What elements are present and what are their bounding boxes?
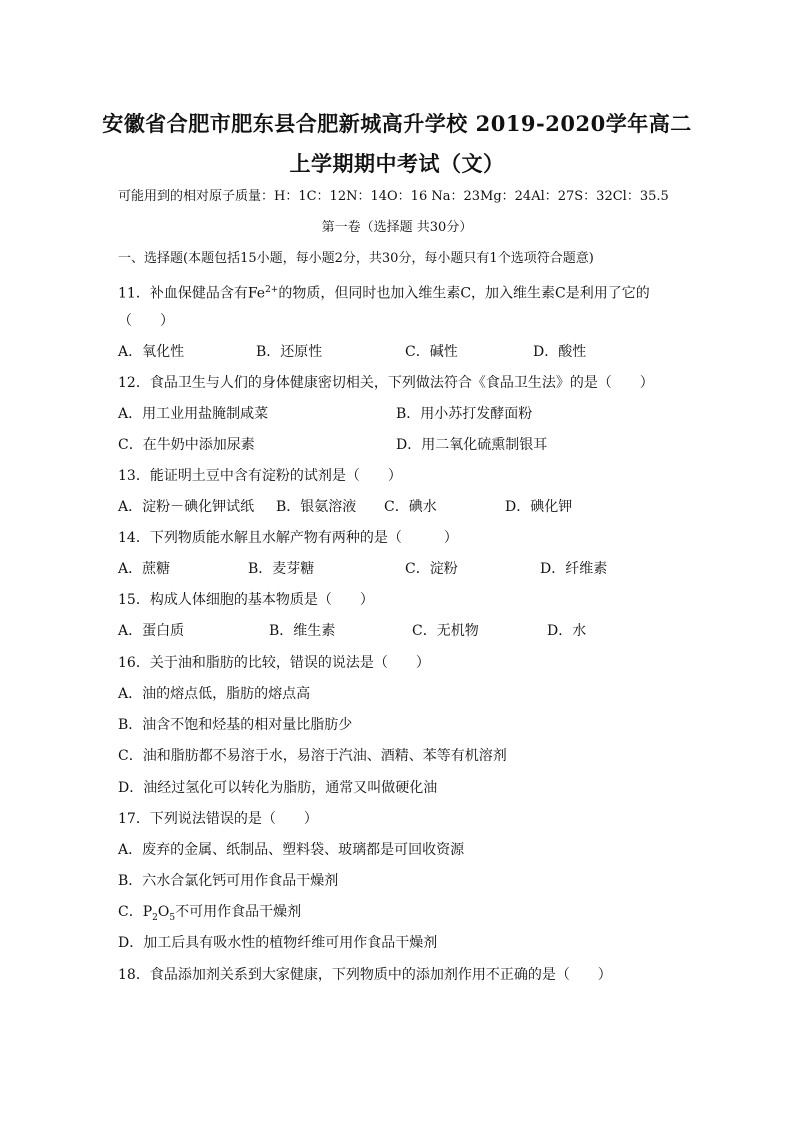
q11-option-c: C．碱性 — [405, 344, 458, 360]
q17-c-sub2: 5 — [169, 912, 176, 923]
q17-c-rest: 不可用作食品干燥剂 — [175, 904, 302, 920]
q13-option-c: C．碘水 — [384, 499, 437, 515]
q15-option-a: A．蛋白质 — [118, 623, 185, 639]
q16-option-d: D．油经过氢化可以转化为脂肪，通常又叫做硬化油 — [118, 780, 438, 796]
q17-c-sub1: 2 — [152, 912, 158, 923]
q11-stem-b: 的物质，但同时也加入维生素C，加入维生素C是利用了它的 — [278, 285, 650, 302]
q16-option-a: A．油的熔点低，脂肪的熔点高 — [118, 686, 311, 702]
question-12-stem: 12．食品卫生与人们的身体健康密切相关，下列做法符合《食品卫生法》的是（ ） — [118, 375, 654, 391]
question-18-stem: 18．食品添加剂关系到大家健康，下列物质中的添加剂作用不正确的是（ ） — [118, 967, 612, 983]
q11-option-b: B．还原性 — [256, 344, 323, 360]
q14-option-a: A．蔗糖 — [118, 561, 171, 577]
q14-option-d: D．纤维素 — [540, 561, 608, 577]
question-13-stem: 13．能证明土豆中含有淀粉的试剂是（ ） — [118, 468, 402, 484]
q15-option-d: D．水 — [547, 623, 587, 639]
q13-option-a: A．淀粉－碘化钾试纸 — [118, 499, 255, 515]
atomic-mass-note: 可能用到的相对原子质量：H：1C：12N：14O：16 Na：23Mg：24Al：27S：32Cl：35.5 — [118, 189, 669, 204]
q11-option-a: A．氧化性 — [118, 344, 185, 360]
q14-option-b: B．麦芽糖 — [248, 561, 315, 577]
q12-option-c: C．在牛奶中添加尿素 — [118, 437, 255, 453]
q17-option-c — [118, 903, 301, 927]
q17-c-prefix: C．P — [118, 904, 153, 920]
question-14-stem: 14．下列物质能水解且水解产物有两种的是（ ） — [118, 530, 458, 546]
q12-option-a: A．用工业用盐腌制咸菜 — [118, 406, 269, 422]
question-16-stem: 16．关于油和脂肪的比较，错误的说法是（ ） — [118, 655, 430, 671]
q11-stem-a: 11．补血保健品含有Fe — [118, 285, 266, 302]
q17-option-d: D．加工后具有吸水性的植物纤维可用作食品干燥剂 — [118, 935, 438, 951]
exam-title-line1: 安徽省合肥市肥东县合肥新城高升学校 2019-2020学年高二 — [102, 111, 692, 136]
exam-title-line2: 上学期期中考试（文） — [289, 151, 505, 176]
part-one-heading: 第一卷（选择题 共30分） — [321, 220, 473, 235]
q11-option-d: D．酸性 — [533, 344, 587, 360]
q13-option-d: D．碘化钾 — [505, 499, 573, 515]
q14-option-c: C．淀粉 — [405, 561, 458, 577]
section-one-instructions: 一、选择题(本题包括15小题，每小题2分，共30分，每小题只有1个选项符合题意) — [118, 251, 594, 266]
q15-option-b: B．维生素 — [269, 623, 336, 639]
q11-superscript: 2+ — [265, 285, 279, 295]
q17-option-b: B．六水合氯化钙可用作食品干燥剂 — [118, 873, 339, 889]
q12-option-d: D．用二氧化硫熏制银耳 — [396, 437, 548, 453]
question-11-paren: （ ） — [118, 313, 174, 329]
q13-option-b: B．银氨溶液 — [276, 499, 357, 515]
q17-option-a: A．废弃的金属、纸制品、塑料袋、玻璃都是可回收资源 — [118, 842, 465, 858]
q12-option-b: B．用小苏打发酵面粉 — [396, 406, 533, 422]
question-11-stem — [118, 281, 650, 303]
q16-option-c: C．油和脂肪都不易溶于水，易溶于汽油、酒精、苯等有机溶剂 — [118, 748, 507, 764]
question-15-stem: 15．构成人体细胞的基本物质是（ ） — [118, 592, 374, 608]
q17-c-mid: O — [157, 904, 170, 920]
q15-option-c: C．无机物 — [412, 623, 479, 639]
question-17-stem: 17．下列说法错误的是（ ） — [118, 811, 318, 827]
q16-option-b: B．油含不饱和烃基的相对量比脂肪少 — [118, 717, 353, 733]
